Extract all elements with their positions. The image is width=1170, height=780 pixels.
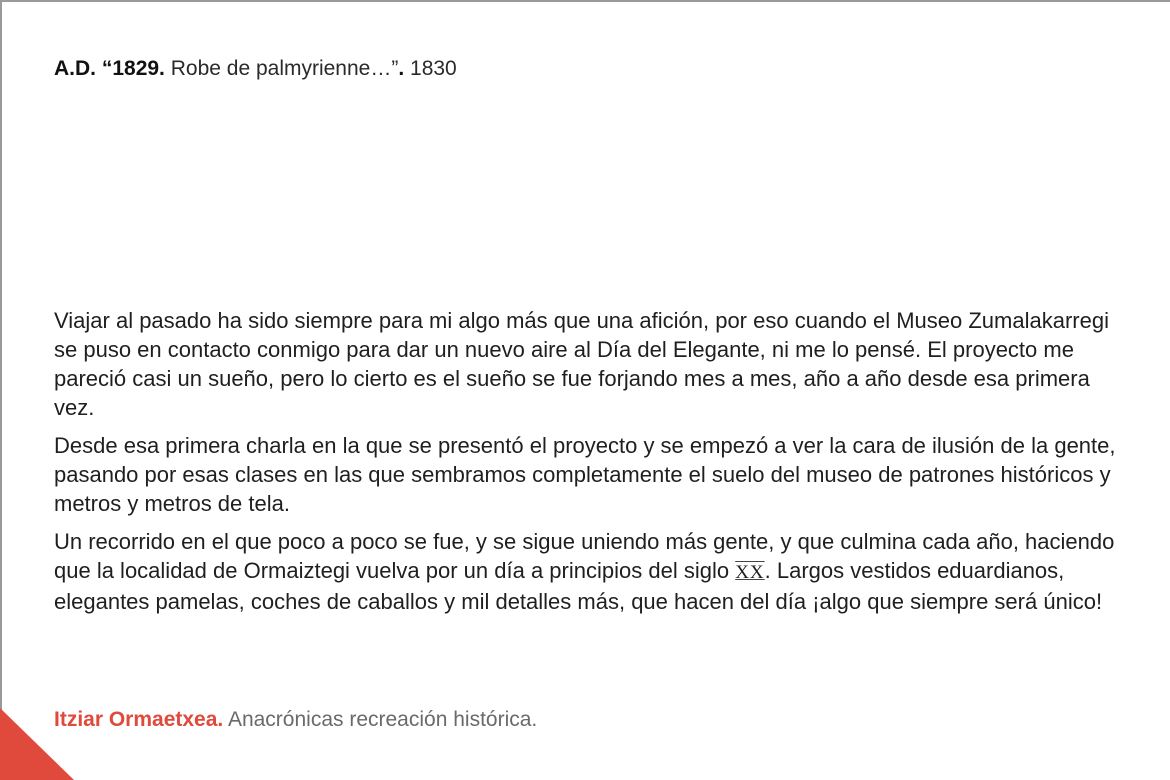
paragraph-3-end: . Largos vestidos eduardianos, elegantes pamelas, coches de caballos y mil detalles más, que hacen del día ¡algo que siempre será único! [54, 558, 1103, 614]
corner-triangle-decoration [0, 708, 74, 780]
body-text [54, 306, 1134, 625]
author-organization: Anacrónicas recreación histórica. [223, 708, 538, 731]
author-name: Itziar Ormaetxea. [54, 708, 224, 731]
caption-text: Robe de palmyrienne…” [164, 57, 399, 80]
image-caption [54, 55, 457, 83]
caption-dot: . [398, 57, 405, 80]
paragraph-3-start: Un recorrido en el que poco a poco se fue, y se sigue uniendo más gente, y que culmina cada año, haciendo que la localidad de Ormaiztegi vuelva por un día a principios del siglo [54, 529, 1115, 583]
paragraph-1: Viajar al pasado ha sido siempre para mi algo más que una afición, por eso cuando el Museo Zumalakarregi se puso en contacto conmigo para dar un nuevo aire al Día del Elegante, ni me lo pensé. El proyecto me pareció casi un sueño, pero lo cierto es el sueño se fue forjando mes a mes, año a año desde esa primera vez. [54, 308, 1109, 420]
paragraph-2: Desde esa primera charla en la que se presentó el proyecto y se empezó a ver la cara de ilusión de la gente, pasando por esas clases en las que sembramos completamente el suelo del museo de patrones históricos y metros y metros de tela. [54, 433, 1116, 516]
signature [54, 706, 537, 734]
roman-numeral-century: XX [735, 562, 765, 583]
caption-prefix: A.D. “1829. [54, 57, 165, 80]
paragraph-3 [54, 527, 1134, 616]
caption-year: 1830 [404, 57, 457, 80]
